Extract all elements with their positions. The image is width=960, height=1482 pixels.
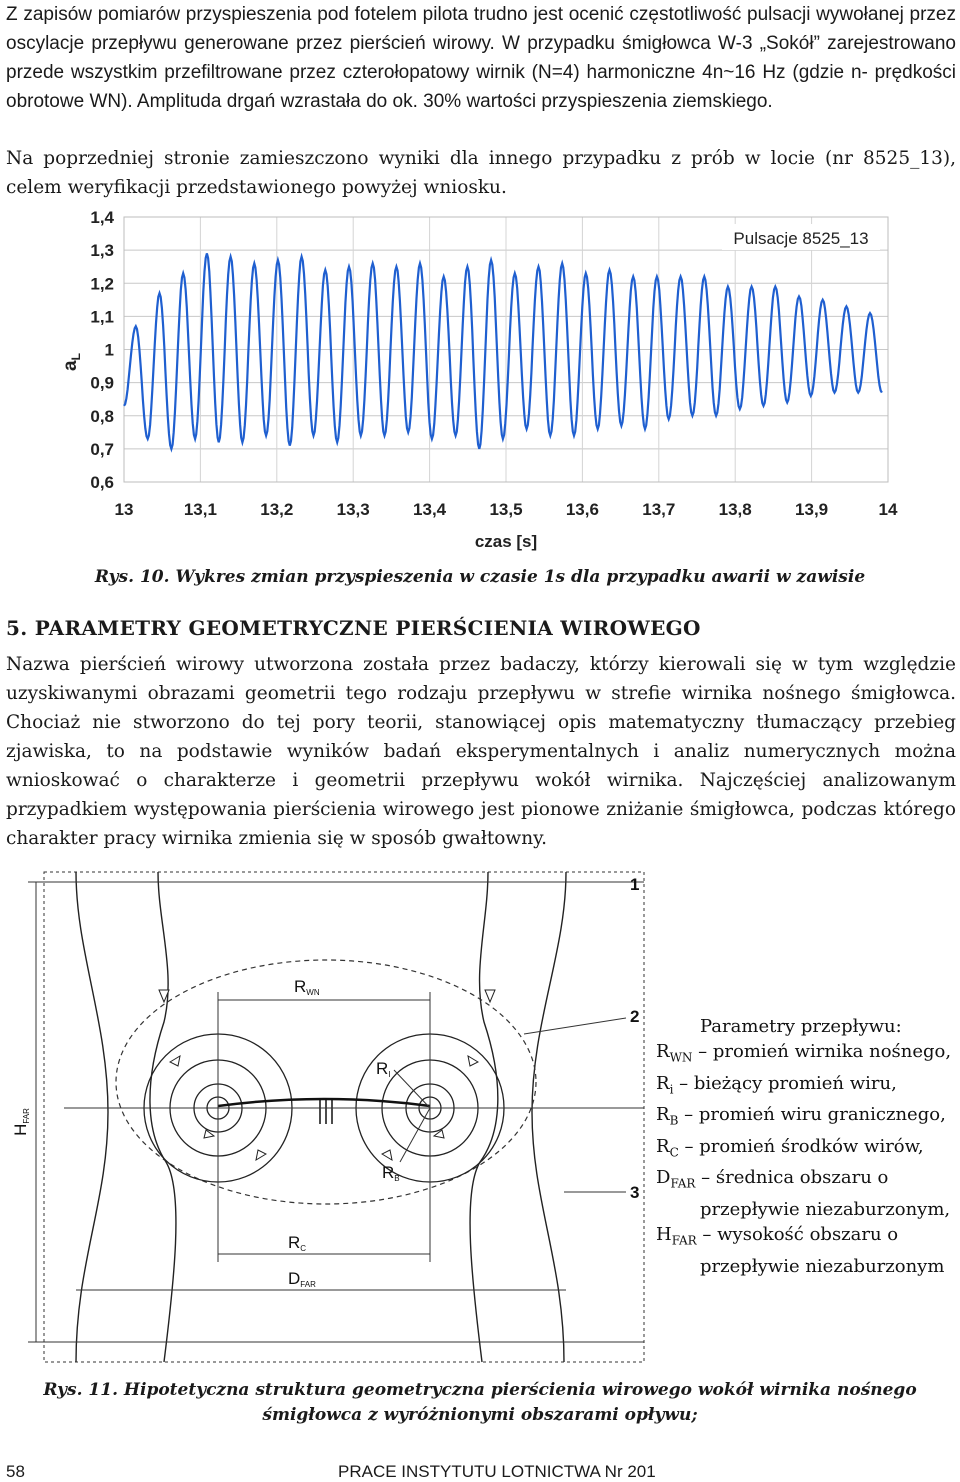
chart-x-tick-label: 14 [878, 500, 898, 519]
legend-item-hfar [656, 1222, 956, 1254]
diagram-outer-frame [44, 872, 644, 1362]
legend-item-rc [656, 1134, 956, 1166]
chart-x-tick-label: 13,2 [260, 500, 294, 519]
streamline-left-outer [76, 872, 108, 1362]
chart-x-tick-label: 13,7 [642, 500, 676, 519]
chart-x-tick-label: 13,4 [413, 500, 447, 519]
legend-item-dfar-cont: przepływie niezaburzonym, [700, 1198, 951, 1220]
label-rwn-main: R [294, 977, 307, 996]
label-ri [376, 1059, 391, 1079]
chart-y-axis-label [60, 353, 83, 371]
label-rb-sub: B [394, 1174, 400, 1183]
label-dfar-sub: FAR [300, 1280, 316, 1289]
diagram-legend [656, 1014, 956, 1279]
chart-x-ticks [115, 500, 898, 519]
journal-name: PRACE INSTYTUTU LOTNICTWA Nr 201 [338, 1462, 656, 1481]
label-dfar [288, 1269, 316, 1289]
legend-item-rb [656, 1102, 956, 1134]
legend-item-rwn [656, 1039, 956, 1071]
chart-y-tick-label: 0,9 [90, 373, 114, 393]
chart-y-tick-label: 1,3 [90, 241, 114, 261]
streamline-right-inner [470, 872, 498, 1362]
label-rc [288, 1233, 306, 1253]
page-number: 58 [6, 1462, 25, 1481]
chart-x-tick-label: 13,9 [795, 500, 829, 519]
arrow-right-vortex-top [468, 1056, 478, 1066]
label-ri-sub: I [388, 1070, 391, 1079]
legend-item-ri [656, 1071, 956, 1103]
figure-11-caption-line-1: Rys. 11. Hipotetyczna struktura geometryczna pierścienia wirowego wokół wirnika nośnego [43, 1380, 917, 1400]
chart-y-tick-label: 1,4 [90, 208, 114, 227]
chart-y-tick-label: 0,6 [90, 473, 114, 492]
callout-3: 3 [630, 1183, 640, 1202]
section-heading: 5. PARAMETRY GEOMETRYCZNE PIERŚCIENIA WIROWEGO [6, 616, 701, 640]
label-hfar-sub: FAR [22, 1108, 31, 1124]
legend-sub: i [669, 1082, 674, 1097]
streamline-left-inner [150, 872, 176, 1362]
figure-11-caption-line-2: śmigłowca z wyróżnionymi obszarami opływu; [262, 1405, 698, 1425]
rotor-disk [218, 1099, 430, 1106]
label-rwn [294, 977, 320, 997]
legend-sym: D [656, 1167, 671, 1189]
legend-item-hfar-cont: przepływie niezaburzonym [700, 1255, 945, 1277]
chart-x-tick-label: 13,3 [336, 500, 370, 519]
legend-text: – wysokość obszaru o [702, 1223, 899, 1245]
label-rc-main: R [288, 1233, 301, 1252]
label-rb [382, 1163, 400, 1183]
chart-y-tick-label: 1 [104, 340, 114, 360]
intro-paragraph-1: Z zapisów pomiarów przyspieszenia pod fotelem pilota trudno jest ocenić częstotliwość pulsacji wywołanej przez oscylacje przepływu generowane przez pierścień wirowy. W przypadku śmigłowca W-3 „Sokół” zarejestrowano przede wszystkim przefiltrowane przez czterołopatowy wirnik (N=4) harmoniczne 4n~16 Hz (gdzie n- prędkości obrotowe WN). Amplituda drgań wzrastała do ok. 30% wartości przyspieszenia ziemskiego. [6, 4, 956, 112]
chart-x-tick-label: 13,5 [489, 500, 523, 519]
legend-sym: R [656, 1104, 670, 1126]
label-hfar-main: H [11, 1123, 30, 1136]
vortex-region-ellipse [116, 960, 536, 1204]
chart-x-axis-label: czas [s] [474, 532, 538, 551]
legend-sym: H [656, 1223, 672, 1245]
callout-2: 2 [630, 1007, 640, 1026]
legend-sym: R [656, 1041, 670, 1062]
legend-text: – średnica obszaru o [701, 1167, 889, 1189]
acceleration-chart [50, 205, 910, 555]
streamline-right-outer [532, 872, 566, 1362]
callout-1: 1 [630, 875, 640, 894]
legend-sym: R [656, 1072, 670, 1094]
chart-y-ticks [90, 208, 114, 492]
legend-sym: R [656, 1135, 670, 1157]
section-body: Nazwa pierścień wirowy utworzona została przez badaczy, którzy kierowali się w tym względzie uzyskiwanymi obrazami geometrii tego rodzaju przepływu w strefie wirnika nośnego śmigłowca. Chociaż nie stworzono do tej pory teorii, stanowiącej opis matematyczny tłumaczący przebieg zjawiska, to na podstawie wyników badań eksperymentalnych i analiz numerycznych można wnioskować o charakterze i geometrii przepływu wokół wirnika. Najczęściej analizowanym przypadkiem występowania pierścienia wirowego jest pionowe zniżanie śmigłowca, podczas którego charakter pracy wirnika zmienia się w sposób gwałtowny. [6, 654, 956, 849]
chart-y-tick-label: 1,2 [90, 274, 114, 294]
legend-sub: C [669, 1145, 679, 1160]
figure-10-caption: Rys. 10. Wykres zmian przyspieszenia w czasie 1s dla przypadku awarii w zawisie [94, 567, 866, 587]
chart-x-tick-label: 13,6 [565, 500, 599, 519]
chart-y-tick-label: 1,1 [90, 307, 114, 327]
chart-title: Pulsacje 8525_13 [733, 229, 869, 248]
chart-x-tick-label: 13 [114, 500, 134, 519]
legend-text: – promień wirnika nośnego, [698, 1041, 952, 1062]
legend-sub: FAR [670, 1176, 696, 1191]
label-rc-sub: C [300, 1244, 307, 1253]
legend-sub: WN [669, 1050, 693, 1065]
label-rb-main: R [382, 1163, 395, 1182]
intro-paragraph-2: Na poprzedniej stronie zamieszczono wyniki dla innego przypadku z prób w locie (nr 8525_13), celem weryfikacji przedstawionego powyżej wniosku. [6, 148, 956, 198]
chart-y-tick-label: 0,7 [90, 439, 114, 459]
arrow-right-streamline [485, 990, 495, 1002]
label-ri-main: R [376, 1059, 389, 1078]
legend-sub: B [669, 1113, 679, 1128]
legend-text: – bieżący promień wiru, [679, 1072, 897, 1094]
label-rwn-sub: WN [306, 988, 320, 997]
rotor-mast [320, 1098, 332, 1124]
legend-item-dfar [656, 1165, 956, 1197]
arrow-left-vortex-bottom [256, 1150, 266, 1160]
legend-text: – promień środków wirów, [684, 1135, 924, 1157]
legend-text: – promień wiru granicznego, [684, 1104, 946, 1126]
leader-2 [524, 1018, 626, 1034]
arrow-right-vortex-bottom [382, 1150, 392, 1160]
label-dfar-main: D [288, 1269, 301, 1288]
label-hfar [11, 1108, 31, 1136]
chart-y-axis-label-main: a [60, 360, 81, 371]
arrow-left-vortex-top [170, 1056, 180, 1066]
legend-title: Parametry przepływu: [700, 1016, 902, 1037]
chart-y-axis-label-sub: L [69, 353, 83, 361]
chart-y-tick-label: 0,8 [90, 406, 114, 426]
chart-x-tick-label: 13,1 [183, 500, 217, 519]
chart-x-tick-label: 13,8 [718, 500, 752, 519]
legend-sub: FAR [671, 1233, 697, 1248]
